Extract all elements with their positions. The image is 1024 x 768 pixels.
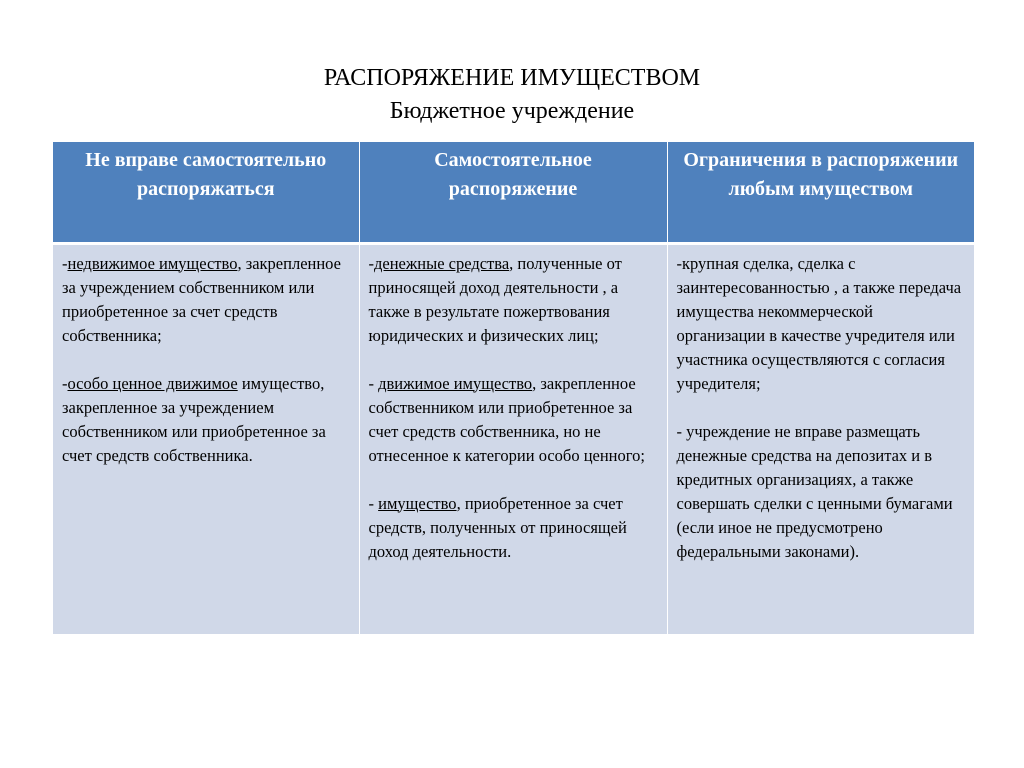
dash-prefix: -: [62, 373, 68, 393]
cell-cannot-dispose: [53, 243, 359, 634]
text-movable-property: , закрепленное собственником или приобретенное за счет средств собственника, но не отнесенное к категории особо ценного;: [368, 373, 645, 465]
paragraph-property: [369, 492, 657, 564]
text-valuable-movable: имущество, закрепленное за учреждением собственником или приобретенное за счет средств собственника.: [62, 373, 326, 465]
paragraph-major-transaction: -крупная сделка, сделка с заинтересованностью , а также передача имущества некоммерческой организации в качестве учредителя или участника осуществляются с согласия учредителя;: [676, 253, 962, 393]
paragraph-deposit-restriction: - учреждение не вправе размещать денежные средства на депозитах и в кредитных организациях, а также совершать сделки с ценными бумагами (если иное не предусмотрено федеральными законами).: [676, 421, 953, 561]
page-title: РАСПОРЯЖЕНИЕ ИМУЩЕСТВОМ: [323, 65, 701, 91]
text-property: , приобретенное за счет средств, полученных от приносящей доход деятельности.: [368, 493, 627, 561]
table-row: [53, 243, 974, 634]
table-header-row: [53, 142, 974, 243]
paragraph-funds: [369, 252, 657, 348]
term-movable-property: движимое имущество: [378, 373, 533, 393]
term-funds: денежные средства: [374, 253, 510, 273]
cell-restrictions: [667, 243, 974, 634]
dash-prefix: -: [368, 373, 379, 393]
slide-title: [0, 62, 1024, 128]
header-cannot-dispose: Не вправе самостоятельно распоряжаться: [53, 142, 359, 243]
dash-prefix: -: [368, 253, 374, 273]
property-disposal-table: [53, 142, 974, 634]
header-restrictions: Ограничения в распоряжении любым имуществом: [667, 142, 974, 243]
dash-prefix: -: [62, 253, 68, 273]
text-real-estate: , закрепленное за учреждением собственником или приобретенное за счет средств собственника;: [62, 253, 341, 345]
term-valuable-movable: особо ценное движимое: [67, 373, 238, 393]
text-funds: , полученные от приносящей доход деятельности , а также в результате пожертвования юридических и физических лиц;: [368, 253, 622, 345]
dash-prefix: -: [368, 493, 379, 513]
paragraph-movable-property: [369, 372, 657, 468]
paragraph-valuable-movable: [62, 372, 349, 468]
term-property: имущество: [378, 493, 457, 513]
cell-independent-disposal: [359, 243, 667, 634]
term-real-estate: недвижимое имущество: [67, 253, 238, 273]
header-independent-disposal: Самостоятельное распоряжение: [359, 142, 667, 243]
page-subtitle: Бюджетное учреждение: [389, 98, 635, 124]
paragraph-real-estate: [62, 252, 349, 348]
